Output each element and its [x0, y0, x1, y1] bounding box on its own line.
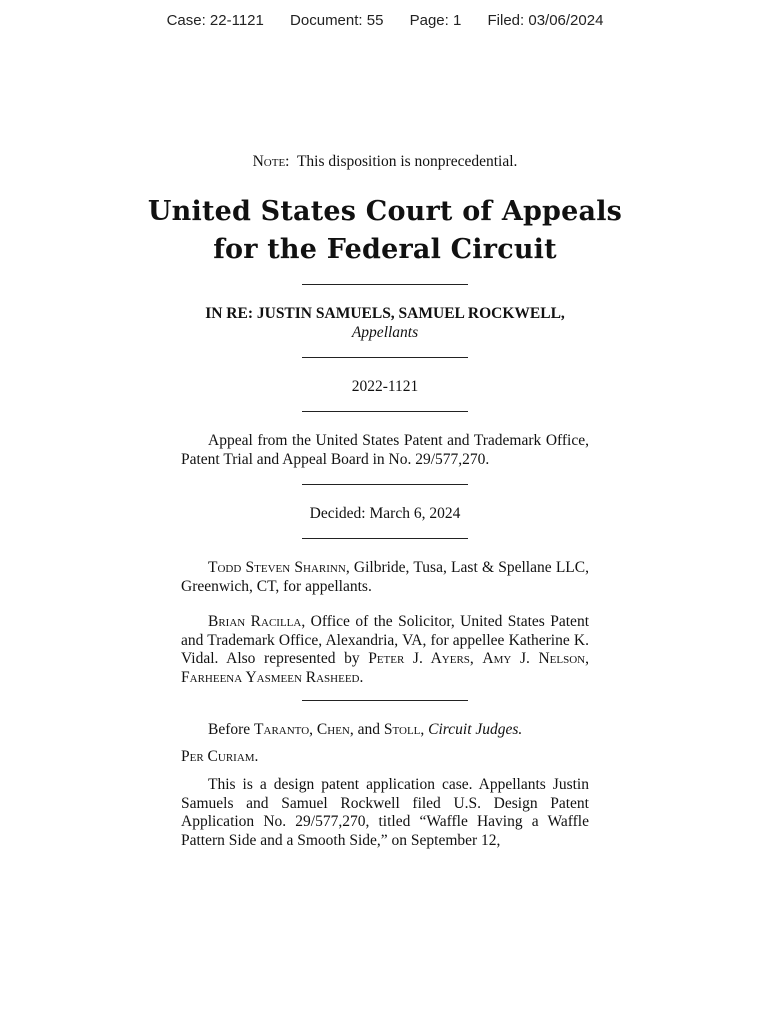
also-counsel-1: Peter J. Ayers — [368, 650, 470, 667]
also-counsel-2: Amy J. Nelson — [482, 650, 586, 667]
appellant-counsel-name: Todd Steven Sharinn — [208, 559, 346, 576]
divider — [302, 284, 468, 285]
court-title-line2: for the Federal Circuit — [213, 234, 557, 265]
period: . — [359, 668, 364, 686]
court-title-line1: United States Court of Appeals — [147, 196, 623, 227]
divider — [302, 484, 468, 485]
caption-role: Appellants — [351, 323, 419, 341]
judge-name: Stoll — [383, 721, 421, 738]
court-title — [0, 193, 770, 269]
separator: , — [585, 650, 589, 667]
divider — [302, 357, 468, 358]
docket-number: 2022-1121 — [351, 378, 419, 395]
separator: , — [309, 721, 317, 738]
note-label: Note: — [252, 153, 290, 170]
case-number: Case: 22-1121 — [166, 12, 264, 29]
appellant-counsel-details: , Gilbride, Tusa, Last & Spellane LLC, Greenwich, CT, for appellants. — [181, 559, 589, 595]
divider — [302, 700, 468, 701]
judge-name: Chen — [316, 721, 350, 738]
appellee-counsel-details: , Office of the Solicitor, United States Patent and Trademark Office, Alexandria, VA, for appellee Katherine K. Vidal. Also represented by — [181, 613, 589, 667]
caption-parties: IN RE: JUSTIN SAMUELS, SAMUEL ROCKWELL, — [205, 305, 565, 322]
nonprecedential-note — [181, 153, 589, 172]
document-number: Document: 55 — [290, 12, 384, 29]
also-counsel-3: Farheena Yasmeen Rasheed — [181, 668, 360, 686]
panel-line — [181, 721, 589, 740]
divider — [302, 538, 468, 539]
judges-title: Circuit Judges. — [428, 721, 523, 738]
separator: , — [420, 721, 429, 738]
appeal-origin: Appeal from the United States Patent and Trademark Office, Patent Trial and Appeal Board in No. 29/577,270. — [181, 432, 589, 468]
page-number: Page: 1 — [409, 12, 462, 29]
divider — [302, 411, 468, 412]
counsel-appellants — [181, 559, 589, 596]
panel-before: Before — [208, 721, 255, 738]
appellee-counsel-name: Brian Racilla — [208, 613, 302, 630]
separator: , — [469, 650, 483, 667]
case-caption — [181, 305, 589, 342]
judge-name: Taranto — [254, 721, 310, 738]
per-curiam: Per Curiam. — [181, 748, 259, 765]
counsel-appellee — [181, 613, 589, 687]
separator: , and — [349, 721, 384, 738]
filed-date: Filed: 03/06/2024 — [487, 12, 604, 29]
opinion-opening: This is a design patent application case. Appellants Justin Samuels and Samuel Rockwell filed U.S. Design Patent Application No. 29/577,270, titled “Waffle Having a Waffle Pattern Side and a Smooth Side,” on September 12, — [181, 776, 589, 849]
filing-header — [0, 12, 770, 29]
note-text: This disposition is nonprecedential. — [296, 153, 518, 170]
decided-date: Decided: March 6, 2024 — [309, 505, 461, 522]
